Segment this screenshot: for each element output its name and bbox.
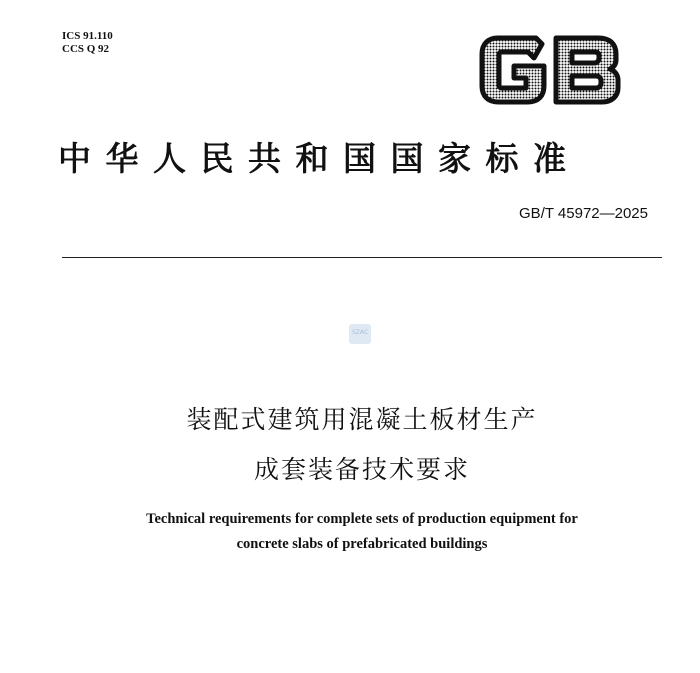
classification-codes [62, 30, 113, 56]
standard-number: GB/T 45972—2025 [519, 205, 648, 222]
chinese-title-line-1: 装配式建筑用混凝土板材生产 [186, 405, 538, 434]
chinese-title-line-2: 成套装备技术要求 [253, 455, 470, 484]
national-standard-heading: 中华人民共和国国家标准 [58, 139, 581, 178]
gb-logo [474, 30, 626, 110]
english-title-line-2: concrete slabs of prefabricated buildings [236, 536, 488, 552]
ics-code: ICS 91.110 [62, 30, 113, 42]
watermark-stamp [349, 324, 371, 344]
header-divider [62, 257, 662, 258]
english-title-line-1: Technical requirements for complete sets of production equipment for [146, 511, 578, 527]
watermark-text: SZAC [351, 329, 369, 336]
ccs-code: CCS Q 92 [62, 43, 110, 55]
